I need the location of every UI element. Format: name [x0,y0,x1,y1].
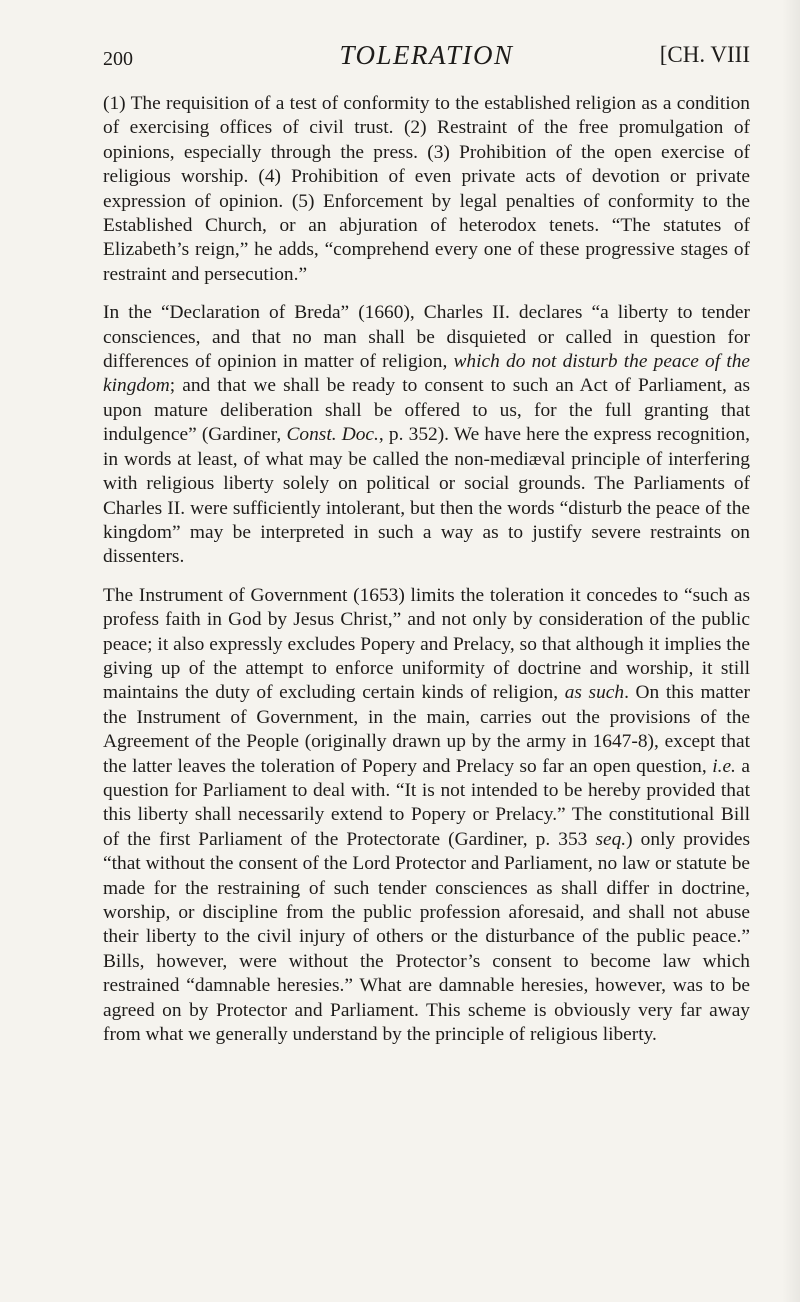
text-run: (1) The requisition of a test of conformity to the established religion as a condition of exercising offices of civil trust. (2) Restraint of the free promulgation of opinions, especially through the press. (3) Prohibition of the open exercise of religious worship. (4) Prohibition of even private acts of devotion or private expression of opinion. (5) Enforcement by legal penalties of conformity to the Established Church, or an abjuration of heterodox tenets. “The statutes of Elizabeth’s reign,” he adds, “comprehend every one of these progressive stages of restraint and persecution.” [103,93,750,285]
text-run: . On this matter the Instrument of Government, in the main, carries out the provisions of the Agreement of the People (originally drawn up by the army in 1647-8), except that the latter leaves the toleration of Popery and Prelacy so far an open question, [103,682,750,777]
italic-text: i.e. [712,755,736,777]
page-number: 200 [103,48,133,70]
running-title: TOLERATION [339,40,514,70]
text-run: ) only provides “that without the consent of the Lord Protector and Parliament, no law or statute be made for the restraining of such tender consciences as shall differ in doctrine, worship, or discipline from the public profession aforesaid, and shall not abuse their liberty to the civil injury of others or the disturbance of the public peace.” Bills, however, were without the Protector’s consent to become law which restrained “damnable heresies.” What are damnable heresies, however, was to be agreed on by Protector and Parliament. This scheme is obviously very far away from what we generally understand by the principle of religious liberty. [103,828,751,1046]
page-edge-shadow [782,0,800,1302]
text-run: In the “Declaration of Breda” (1660), Charles II. declares “a liberty to tender consciences, and that no man shall be disquieted or called in question for differences of opinion in matter of religion, [103,302,750,373]
italic-text: which do not disturb the peace of the kingdom [103,351,751,397]
body-text [103,92,750,1047]
italic-text: Const. Doc. [286,424,379,446]
text-run: The Instrument of Government (1653) limits the toleration it concedes to “such as profess faith in God by Jesus Christ,” and not only by consideration of the public peace; it also expressly excludes Popery and Prelacy, so that although it implies the giving up of the attempt to enforce uniformity of doctrine and worship, it still maintains the duty of excluding certain kinds of religion, [103,584,750,704]
text-run: ; and that we shall be ready to consent to such an Act of Parliament, as upon mature deliberation shall be offered to us, for the full granting that indulgence” (Gardiner, [103,375,750,446]
text-run: , p. 352). We have here the express recognition, in words at least, of what may be called the non-mediæval principle of interfering with religious liberty solely on political or social grounds. The Parliaments of Charles II. were sufficiently intolerant, but then the words “disturb the peace of the kingdom” may be interpreted in such a way as to justify severe restraints on dissenters. [103,424,750,568]
text-run: a question for Parliament to deal with. “It is not intended to be hereby provided that this liberty shall necessarily extend to Popery or Prelacy.” The constitutional Bill of the first Parliament of the Protectorate (Gardiner, p. 353 [103,755,750,850]
paragraph [103,301,750,569]
page-header [103,40,750,80]
paragraph [103,92,750,287]
chapter-marker: [CH. VIII [659,42,750,67]
italic-text: as such [564,682,625,704]
italic-text: seq. [595,828,627,850]
paragraph [103,584,750,1048]
